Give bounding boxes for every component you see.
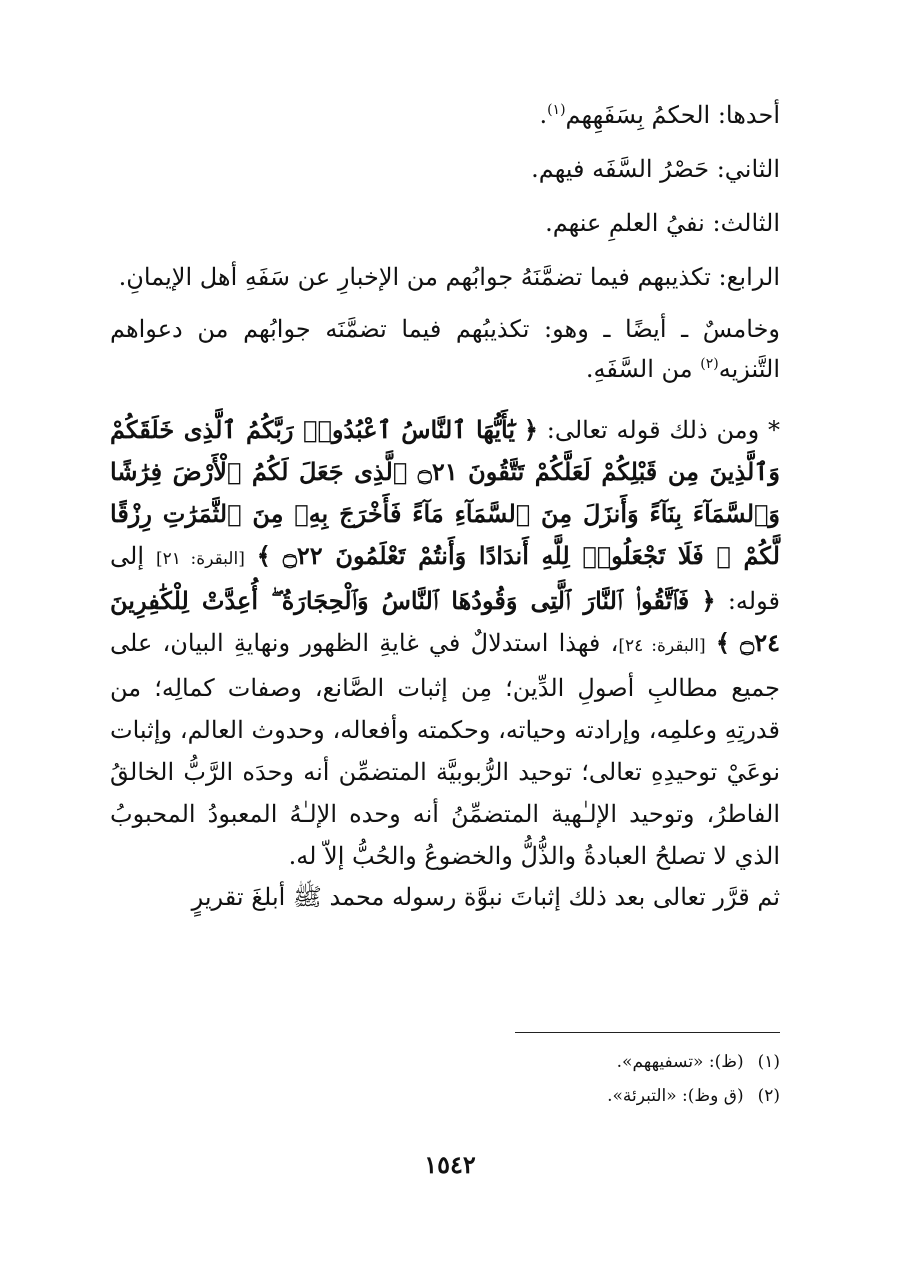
paragraph-fifth [110,309,780,389]
quran-open-bracket-2: ﴿ [701,586,716,615]
footnote-1 [110,1045,780,1079]
footnote-1-number: (١) [757,1052,780,1072]
paragraph-second: الثاني: حَصْرُ السَّفَه فيهم. [531,155,780,183]
page-body [110,95,780,929]
quran-intro: * ومن ذلك قوله تعالى: [546,416,780,444]
footnote-1-text: (ظ): «تسفيههم». [616,1052,744,1072]
footnote-ref-1: (١) [547,102,566,118]
quran-open-bracket-1: ﴿ [523,415,538,444]
footnote-2-number: (٢) [757,1086,780,1106]
quran-verse-1: يَٰٓأَيُّهَا ٱلنَّاسُ ٱعْبُدُوا۟ رَبَّكُمُ ٱلَّذِى خَلَقَكُمْ وَٱلَّذِينَ مِن قَبْلِكُمْ لَعَلَّكُمْ تَتَّقُونَ ۝٢١ ٱلَّذِى جَعَلَ لَكُمُ ٱلْأَرْضَ فِرَٰشًا وَٱلسَّمَآءَ بِنَآءً وَأَنزَلَ مِنَ ٱلسَّمَآءِ مَآءً فَأَخْرَجَ بِهِۦ مِنَ ٱلثَّمَرَٰتِ رِزْقًا لَّكُمْ ۖ فَلَا تَجْعَلُوا۟ لِلَّهِ أَندَادًا وَأَنتُمْ تَعْلَمُونَ ۝٢٢ [110,415,781,570]
paragraph-fifth-end: من السَّفَهِ. [585,355,693,383]
quran-reference-2: [البقرة: ٢٤] [618,636,706,656]
paragraph-first-end: . [539,101,548,129]
quran-close-bracket-2: ﴾ [715,628,730,657]
footnote-2-text: (ق وظ): «التبرئة». [607,1086,744,1106]
page-number: ١٥٤٢ [424,1150,476,1179]
paragraph-first [110,95,780,135]
quran-middle-text: إلى قوله: [110,542,780,615]
paragraph-fifth-text: وخامسٌ ـ أيضًا ـ وهو: تكذيبُهم فيما تضمَّنَه جوابُهم من دعواهم التَّنزيه [110,315,780,383]
footnotes [110,1045,780,1113]
footnote-divider [515,1032,780,1033]
footnote-ref-2: (٢) [700,356,719,372]
paragraph-first-text: أحدها: الحكمُ بِسَفَهِهم [565,101,780,129]
paragraph-fourth: الرابع: تكذيبهم فيما تضمَّنَهُ جوابُهم من الإخبارِ عن سَفَهِ أهل الإيمانِ. [118,263,780,291]
quran-verse-2: فَٱتَّقُوا۟ ٱلنَّارَ ٱلَّتِى وَقُودُهَا ٱلنَّاسُ وَٱلْحِجَارَةُ ۖ أُعِدَّتْ لِلْكَٰفِرِينَ ۝٢٤ [110,586,780,657]
footnote-2 [110,1079,780,1113]
paragraph-third: الثالث: نفيُ العلمِ عنهم. [545,209,780,237]
quran-reference-1: [البقرة: ٢١] [155,549,245,569]
quran-close-bracket-1: ﴾ [256,541,271,570]
quran-commentary: ، فهذا استدلالٌ في غايةِ الظهور ونهايةِ البيان، على جميع مطالبِ أصولِ الدِّين؛ مِن إثبات الصَّانع، وصفات كمالِه؛ من قدرتِهِ وعلمِه، وإرادته وحياته، وحكمته وأفعاله، وحدوث العالم، وإثبات نوعَيْ توحيدِهِ تعالى؛ توحيد الرُّبوبيَّة المتضمِّن أنه وحدَه الرَّبُّ الخالقُ الفاطرُ، وتوحيد الإلـٰهية المتضمِّنُ أنه وحده الإلـٰهُ المعبودُ المحبوبُ الذي لا تصلحُ العبادةُ والذُّلُّ والخضوعُ والحُبُّ إلاّ له. [110,629,780,870]
quran-paragraph [110,409,780,877]
paragraph-last: ثم قرَّر تعالى بعد ذلك إثباتَ نبوَّة رسوله محمد ﷺ أبلغَ تقريرٍ [191,883,780,911]
